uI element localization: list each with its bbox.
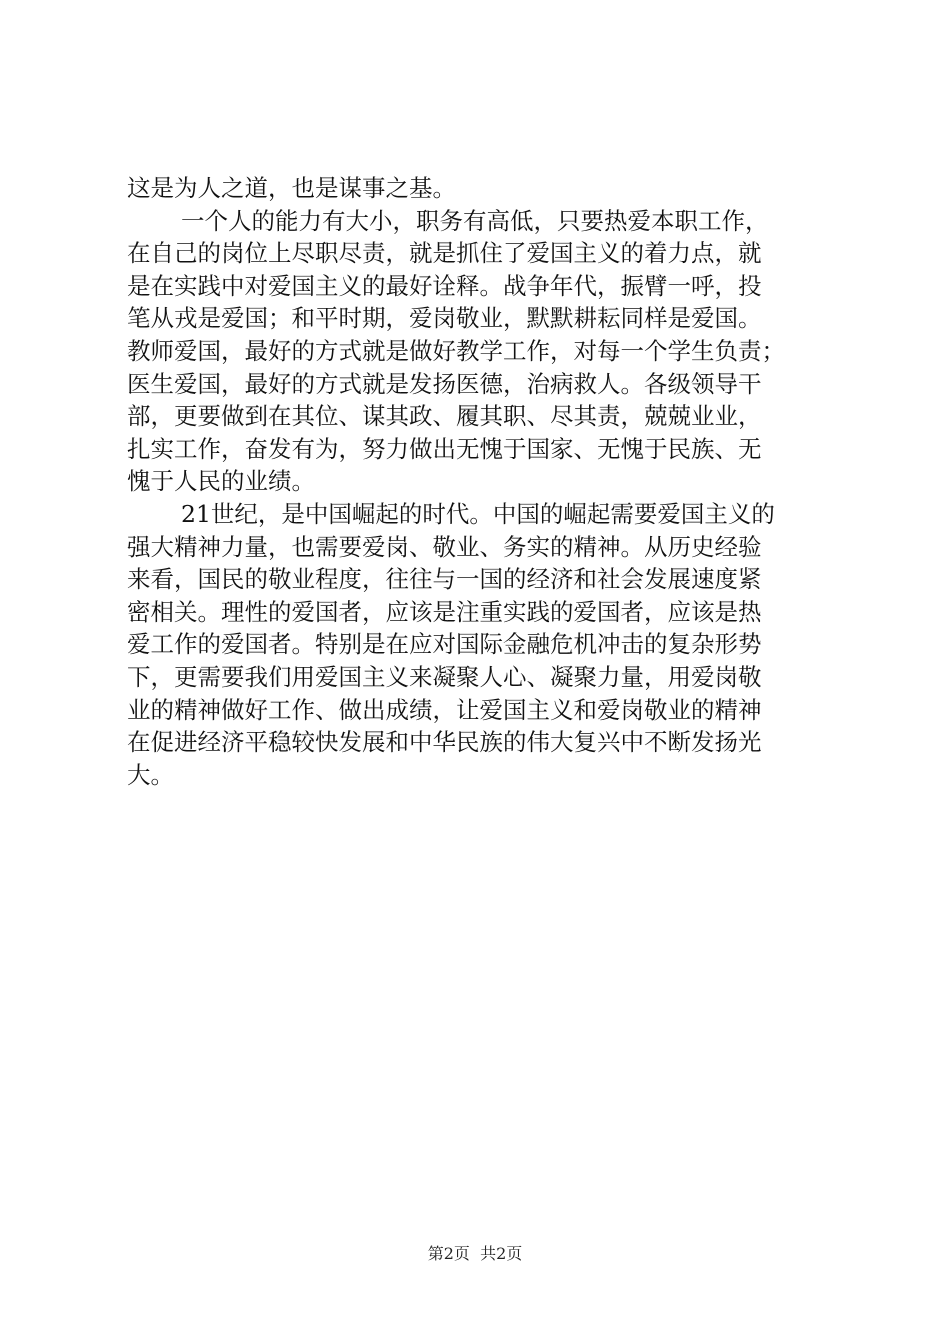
text-line: 强大精神力量，也需要爱岗、敬业、务实的精神。从历史经验 <box>127 532 762 561</box>
paragraph-first-line: 21世纪，是中国崛起的时代。中国的崛起需要爱国主义的 <box>181 499 775 528</box>
text-line: 部，更要做到在其位、谋其政、履其职、尽其责，兢兢业业， <box>127 402 762 431</box>
page-footer <box>0 1244 950 1264</box>
text-line: 教师爱国，最好的方式就是做好教学工作，对每一个学生负责； <box>127 336 785 365</box>
text-line: 大。 <box>127 760 174 789</box>
text-line: 是在实践中对爱国主义的最好诠释。战争年代，振臂一呼，投 <box>127 271 762 300</box>
text-line: 来看，国民的敬业程度，往往与一国的经济和社会发展速度紧 <box>127 565 762 594</box>
paragraph-first-line: 一个人的能力有大小，职务有高低，只要热爱本职工作， <box>181 206 769 235</box>
text-line: 笔从戎是爱国；和平时期，爱岗敬业，默默耕耘同样是爱国。 <box>127 304 762 333</box>
text-line: 这是为人之道，也是谋事之基。 <box>127 174 456 202</box>
text-line: 密相关。理性的爱国者，应该是注重实践的爱国者，应该是热 <box>127 597 762 626</box>
text-line: 愧于人民的业绩。 <box>127 467 315 496</box>
text-line: 在促进经济平稳较快发展和中华民族的伟大复兴中不断发扬光 <box>127 728 762 757</box>
body-text <box>127 172 827 791</box>
text-line: 下，更需要我们用爱国主义来凝聚人心、凝聚力量，用爱岗敬 <box>127 662 762 691</box>
text-line: 医生爱国，最好的方式就是发扬医德，治病救人。各级领导干 <box>127 369 762 398</box>
page-number: 第2页 共2页 <box>427 1244 523 1263</box>
text-line: 在自己的岗位上尽职尽责，就是抓住了爱国主义的着力点，就 <box>127 239 762 268</box>
text-line: 爱工作的爱国者。特别是在应对国际金融危机冲击的复杂形势 <box>127 630 762 659</box>
text-line: 扎实工作，奋发有为，努力做出无愧于国家、无愧于民族、无 <box>127 434 762 463</box>
text-line: 业的精神做好工作、做出成绩，让爱国主义和爱岗敬业的精神 <box>127 695 762 724</box>
